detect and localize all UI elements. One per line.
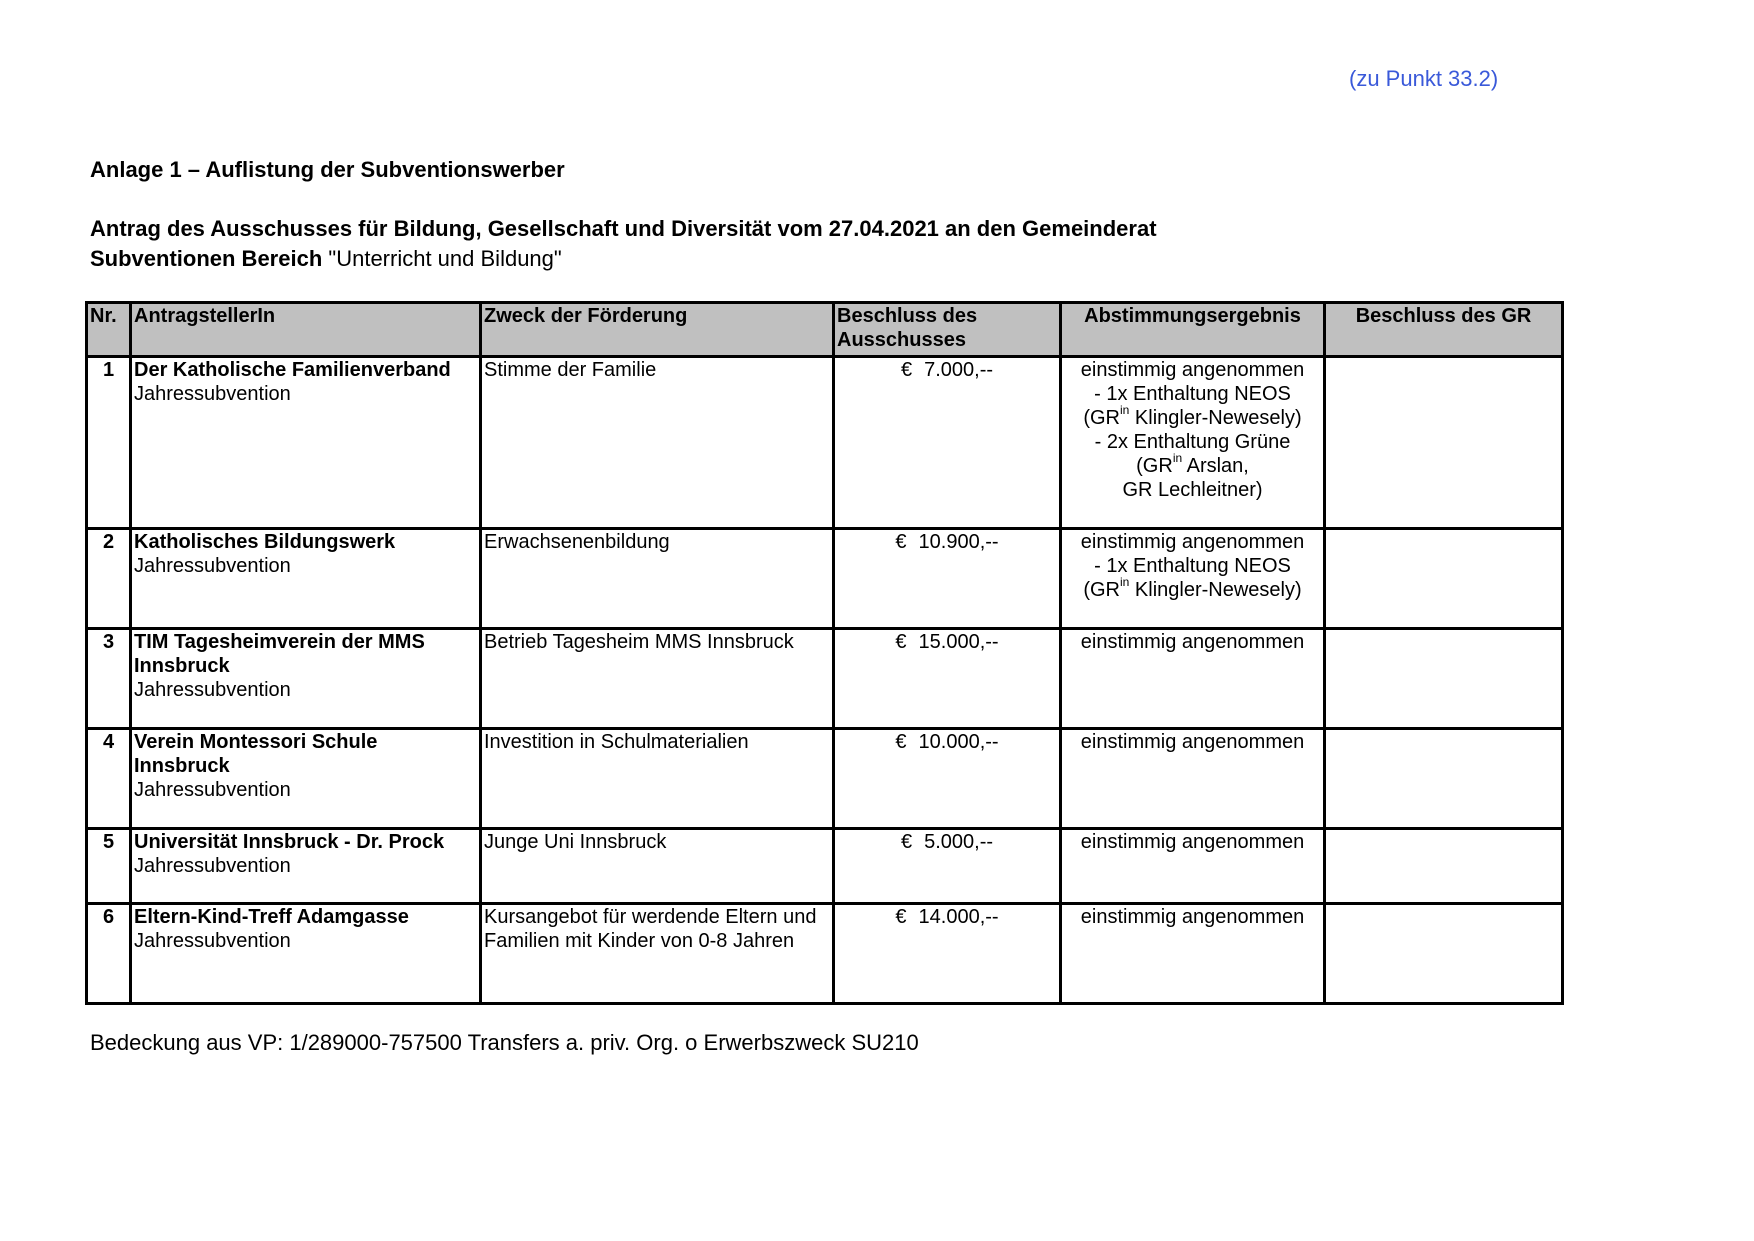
- currency-symbol: €: [895, 631, 907, 653]
- vote-text: (GR: [1083, 579, 1121, 601]
- currency-symbol: €: [895, 906, 907, 928]
- reference-note: (zu Punkt 33.2): [1349, 66, 1499, 91]
- vote-line: einstimmig angenommen: [1080, 631, 1305, 653]
- vote-line: einstimmig angenommen: [1080, 831, 1305, 853]
- document-title: Anlage 1 – Auflistung der Subventionswerber: [90, 157, 565, 182]
- applicant-name: Verein Montessori Schule Innsbruck: [134, 731, 378, 777]
- column-header-applicant: AntragstellerIn: [131, 303, 481, 357]
- budget-coverage-note: Bedeckung aus VP: 1/289000-757500 Transfers a. priv. Org. o Erwerbszweck SU210: [90, 1030, 919, 1055]
- vote-superscript: in: [1172, 451, 1183, 466]
- subsidy-type: Jahressubvention: [134, 679, 291, 701]
- column-header-purpose: Zweck der Förderung: [481, 303, 834, 357]
- vote-text: Klingler-Newesely): [1129, 407, 1302, 429]
- amount-cell: [834, 629, 1061, 729]
- purpose-cell: Betrieb Tagesheim MMS Innsbruck: [481, 629, 834, 729]
- vote-line: - 1x Enthaltung NEOS: [1094, 555, 1291, 577]
- table-row: [87, 629, 1563, 729]
- applicant-cell: [131, 357, 481, 529]
- applicant-name: Universität Innsbruck - Dr. Prock: [134, 831, 445, 853]
- vote-text: Klingler-Newesely): [1129, 579, 1302, 601]
- vote-result-cell: [1061, 529, 1325, 629]
- applicant-name: TIM Tagesheimverein der MMS Innsbruck: [134, 631, 425, 677]
- column-header-vote-result: Abstimmungsergebnis: [1061, 303, 1325, 357]
- subsidy-area: [90, 246, 562, 272]
- vote-line: [1064, 575, 1321, 602]
- vote-line: - 1x Enthaltung NEOS: [1094, 383, 1291, 405]
- currency-symbol: €: [900, 831, 913, 853]
- column-header-nr: Nr.: [87, 303, 131, 357]
- vote-line: [1064, 403, 1321, 430]
- vote-line: einstimmig angenommen: [1080, 731, 1305, 753]
- applicant-cell: [131, 629, 481, 729]
- table-row: [87, 829, 1563, 904]
- applicant-cell: [131, 829, 481, 904]
- applicant-name: Eltern-Kind-Treff Adamgasse: [134, 906, 409, 928]
- purpose-cell: Junge Uni Innsbruck: [481, 829, 834, 904]
- vote-result-cell: [1061, 829, 1325, 904]
- applicant-cell: [131, 729, 481, 829]
- subsidy-type: Jahressubvention: [134, 555, 291, 577]
- vote-line: einstimmig angenommen: [1080, 906, 1305, 928]
- row-number: 5: [87, 829, 131, 904]
- row-number: 2: [87, 529, 131, 629]
- applicant-name: Der Katholische Familienverband: [134, 359, 451, 381]
- council-decision-cell: [1325, 629, 1563, 729]
- vote-line: GR Lechleitner): [1122, 479, 1263, 501]
- vote-line: - 2x Enthaltung Grüne: [1094, 431, 1291, 453]
- vote-line: einstimmig angenommen: [1080, 531, 1305, 553]
- table-header-row: [87, 303, 1563, 357]
- council-decision-cell: [1325, 904, 1563, 1004]
- table-row: [87, 357, 1563, 529]
- vote-superscript: in: [1120, 575, 1130, 590]
- subsidy-type: Jahressubvention: [134, 855, 291, 877]
- vote-result-cell: [1061, 904, 1325, 1004]
- table-row: [87, 729, 1563, 829]
- vote-superscript: in: [1120, 403, 1130, 418]
- amount-value: 10.900,--: [918, 531, 999, 553]
- amount-cell: [834, 357, 1061, 529]
- vote-result-cell: [1061, 729, 1325, 829]
- row-number: 6: [87, 904, 131, 1004]
- amount-value: 5.000,--: [924, 831, 994, 853]
- council-decision-cell: [1325, 529, 1563, 629]
- subsidy-type: Jahressubvention: [134, 779, 291, 801]
- vote-text: Arslan,: [1182, 455, 1249, 477]
- amount-value: 14.000,--: [918, 906, 999, 928]
- purpose-cell: Stimme der Familie: [481, 357, 834, 529]
- vote-result-cell: [1061, 629, 1325, 729]
- vote-line: einstimmig angenommen: [1080, 359, 1305, 381]
- column-header-council-decision: Beschluss des GR: [1325, 303, 1563, 357]
- currency-symbol: €: [900, 359, 913, 381]
- vote-line: [1064, 451, 1321, 478]
- amount-value: 10.000,--: [918, 731, 999, 753]
- amount-value: 15.000,--: [918, 631, 999, 653]
- council-decision-cell: [1325, 357, 1563, 529]
- vote-text: (GR: [1083, 407, 1121, 429]
- currency-symbol: €: [895, 731, 907, 753]
- amount-value: 7.000,--: [924, 359, 994, 381]
- motion-heading: Antrag des Ausschusses für Bildung, Gesellschaft und Diversität vom 27.04.2021 an den Gemeinderat: [90, 216, 1157, 241]
- subsidy-type: Jahressubvention: [134, 930, 291, 952]
- council-decision-cell: [1325, 729, 1563, 829]
- applicant-cell: [131, 529, 481, 629]
- subsidy-area-label: Subventionen Bereich: [90, 246, 323, 271]
- currency-symbol: €: [895, 531, 907, 553]
- subsidy-table: [85, 301, 1564, 1005]
- row-number: 1: [87, 357, 131, 529]
- amount-cell: [834, 829, 1061, 904]
- column-header-committee-decision: Beschluss des Ausschusses: [834, 303, 1061, 357]
- row-number: 4: [87, 729, 131, 829]
- amount-cell: [834, 529, 1061, 629]
- table-row: [87, 529, 1563, 629]
- applicant-cell: [131, 904, 481, 1004]
- table-row: [87, 904, 1563, 1004]
- amount-cell: [834, 904, 1061, 1004]
- applicant-name: Katholisches Bildungswerk: [134, 531, 396, 553]
- vote-result-cell: [1061, 357, 1325, 529]
- subsidy-area-value: "Unterricht und Bildung": [328, 246, 562, 271]
- subsidy-type: Jahressubvention: [134, 383, 291, 405]
- purpose-cell: Kursangebot für werdende Eltern und Familien mit Kinder von 0-8 Jahren: [481, 904, 834, 1004]
- council-decision-cell: [1325, 829, 1563, 904]
- purpose-cell: Investition in Schulmaterialien: [481, 729, 834, 829]
- row-number: 3: [87, 629, 131, 729]
- amount-cell: [834, 729, 1061, 829]
- vote-text: (GR: [1136, 455, 1173, 477]
- purpose-cell: Erwachsenenbildung: [481, 529, 834, 629]
